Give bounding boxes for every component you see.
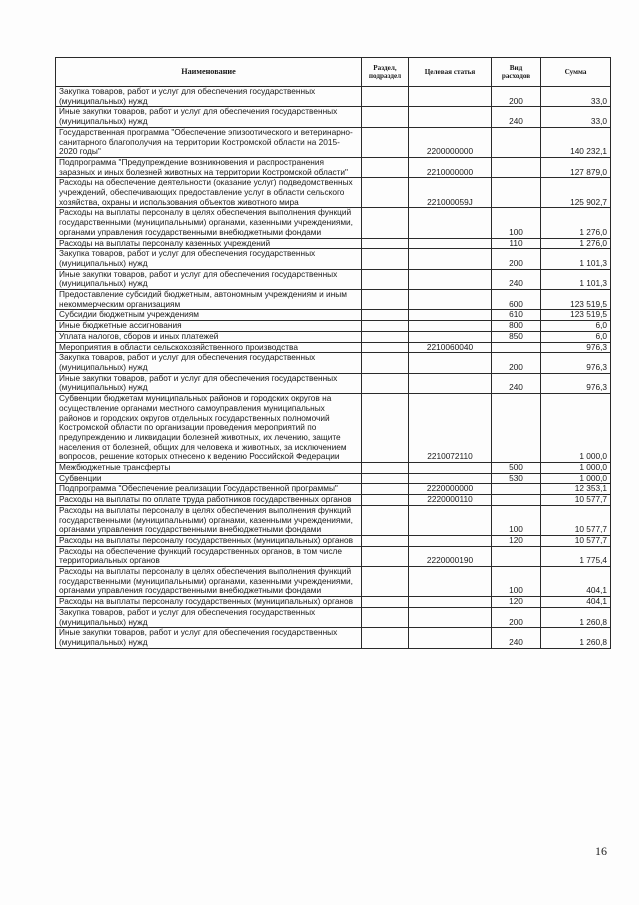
header-name: Наименование: [56, 58, 362, 87]
cell-section: [362, 567, 409, 597]
cell-sum: 6,0: [541, 321, 611, 332]
cell-sum: 976,3: [541, 353, 611, 373]
cell-name: Иные закупки товаров, работ и услуг для обеспечения государственных (муниципальных) нужд: [56, 373, 362, 393]
cell-name: Расходы на выплаты по оплате труда работников государственных органов: [56, 495, 362, 506]
cell-sum: 1 000,0: [541, 473, 611, 484]
cell-type: 500: [492, 463, 541, 474]
cell-section: [362, 238, 409, 249]
table-row: [56, 546, 611, 566]
cell-section: [362, 394, 409, 463]
cell-target: 2210072110: [409, 394, 492, 463]
cell-sum: 10 577,7: [541, 505, 611, 535]
cell-type: 100: [492, 567, 541, 597]
table-row: [56, 495, 611, 506]
cell-target: [409, 208, 492, 238]
cell-type: 800: [492, 321, 541, 332]
table-row: [56, 463, 611, 474]
cell-target: 2220000110: [409, 495, 492, 506]
cell-target: [409, 321, 492, 332]
cell-type: 240: [492, 373, 541, 393]
table-row: [56, 249, 611, 269]
cell-name: Закупка товаров, работ и услуг для обеспечения государственных (муниципальных) нужд: [56, 249, 362, 269]
cell-section: [362, 607, 409, 627]
cell-name: Закупка товаров, работ и услуг для обеспечения государственных (муниципальных) нужд: [56, 353, 362, 373]
cell-sum: 976,3: [541, 342, 611, 353]
table-row: [56, 353, 611, 373]
cell-target: [409, 290, 492, 310]
cell-section: [362, 495, 409, 506]
cell-sum: 404,1: [541, 567, 611, 597]
cell-sum: 404,1: [541, 597, 611, 608]
cell-sum: 1 775,4: [541, 546, 611, 566]
cell-sum: 976,3: [541, 373, 611, 393]
cell-section: [362, 249, 409, 269]
cell-section: [362, 107, 409, 127]
table-row: [56, 127, 611, 157]
cell-section: [362, 546, 409, 566]
cell-target: [409, 331, 492, 342]
cell-name: Расходы на выплаты персоналу казенных учреждений: [56, 238, 362, 249]
table-row: [56, 607, 611, 627]
cell-type: 110: [492, 238, 541, 249]
cell-name: Подпрограмма "Предупреждение возникновения и распространения заразных и иных болезней животных на территории Костромской области": [56, 157, 362, 177]
cell-type: 240: [492, 269, 541, 289]
cell-type: [492, 342, 541, 353]
cell-target: [409, 505, 492, 535]
cell-sum: 127 879,0: [541, 157, 611, 177]
cell-sum: 140 232,1: [541, 127, 611, 157]
cell-sum: 33,0: [541, 87, 611, 107]
cell-sum: 12 353,1: [541, 484, 611, 495]
cell-name: Иные закупки товаров, работ и услуг для обеспечения государственных (муниципальных) нужд: [56, 269, 362, 289]
cell-target: [409, 567, 492, 597]
cell-section: [362, 321, 409, 332]
table-row: [56, 473, 611, 484]
cell-section: [362, 463, 409, 474]
cell-name: Уплата налогов, сборов и иных платежей: [56, 331, 362, 342]
table-row: [56, 107, 611, 127]
table-row: [56, 535, 611, 546]
cell-sum: 1 101,3: [541, 269, 611, 289]
cell-sum: 123 519,5: [541, 310, 611, 321]
cell-target: [409, 269, 492, 289]
cell-type: 120: [492, 535, 541, 546]
cell-target: [409, 607, 492, 627]
table-row: [56, 157, 611, 177]
cell-type: [492, 127, 541, 157]
cell-sum: 33,0: [541, 107, 611, 127]
cell-target: [409, 87, 492, 107]
table-row: [56, 373, 611, 393]
cell-sum: 125 902,7: [541, 178, 611, 208]
cell-target: 2220000190: [409, 546, 492, 566]
table-row: [56, 178, 611, 208]
table-row: [56, 321, 611, 332]
table-row: [56, 87, 611, 107]
cell-type: 610: [492, 310, 541, 321]
cell-target: [409, 597, 492, 608]
header-target: Целевая статья: [409, 58, 492, 87]
table-row: [56, 342, 611, 353]
table-row: [56, 567, 611, 597]
cell-type: 530: [492, 473, 541, 484]
page-number: 16: [595, 844, 607, 858]
cell-type: 200: [492, 607, 541, 627]
cell-sum: 10 577,7: [541, 535, 611, 546]
cell-section: [362, 342, 409, 353]
header-type: Вид расходов: [492, 58, 541, 87]
table-row: [56, 597, 611, 608]
cell-type: [492, 546, 541, 566]
cell-sum: 6,0: [541, 331, 611, 342]
table-row: [56, 505, 611, 535]
cell-section: [362, 269, 409, 289]
cell-name: Расходы на выплаты персоналу в целях обеспечения выполнения функций государственными (муниципальными) органами, казенными учреждениями, органами управления государственными внебюджетными фондами: [56, 505, 362, 535]
cell-target: [409, 353, 492, 373]
cell-section: [362, 484, 409, 495]
cell-sum: 1 101,3: [541, 249, 611, 269]
cell-target: [409, 535, 492, 546]
cell-name: Иные закупки товаров, работ и услуг для обеспечения государственных (муниципальных) нужд: [56, 107, 362, 127]
cell-section: [362, 310, 409, 321]
cell-type: 240: [492, 107, 541, 127]
table-header-row: [56, 58, 611, 87]
cell-section: [362, 628, 409, 648]
cell-type: 200: [492, 249, 541, 269]
cell-section: [362, 208, 409, 238]
cell-sum: 1 000,0: [541, 394, 611, 463]
cell-name: Мероприятия в области сельскохозяйственного производства: [56, 342, 362, 353]
cell-name: Расходы на выплаты персоналу в целях обеспечения выполнения функций государственными (муниципальными) органами, казенными учреждениями, органами управления государственными внебюджетными фондами: [56, 208, 362, 238]
cell-section: [362, 597, 409, 608]
table-row: [56, 484, 611, 495]
table-row: [56, 290, 611, 310]
cell-target: [409, 310, 492, 321]
cell-type: 100: [492, 505, 541, 535]
cell-type: 600: [492, 290, 541, 310]
table-row: [56, 238, 611, 249]
cell-name: Расходы на обеспечение деятельности (оказание услуг) подведомственных учреждений, обеспечивающих предоставление услуг в области сельского хозяйства, охраны и использования объектов животного мира: [56, 178, 362, 208]
cell-name: Расходы на выплаты персоналу государственных (муниципальных) органов: [56, 597, 362, 608]
cell-section: [362, 535, 409, 546]
budget-table: [55, 57, 611, 649]
cell-name: Предоставление субсидий бюджетным, автономным учреждениям и иным некоммерческим организациям: [56, 290, 362, 310]
cell-name: Подпрограмма "Обеспечение реализации Государственной программы": [56, 484, 362, 495]
cell-target: 2200000000: [409, 127, 492, 157]
cell-target: [409, 238, 492, 249]
cell-name: Межбюджетные трансферты: [56, 463, 362, 474]
cell-sum: 10 577,7: [541, 495, 611, 506]
cell-section: [362, 290, 409, 310]
table-row: [56, 269, 611, 289]
cell-type: 120: [492, 597, 541, 608]
cell-sum: 123 519,5: [541, 290, 611, 310]
cell-name: Расходы на выплаты персоналу в целях обеспечения выполнения функций государственными (муниципальными) органами, казенными учреждениями, органами управления государственными внебюджетными фондами: [56, 567, 362, 597]
cell-sum: 1 000,0: [541, 463, 611, 474]
header-sum: Сумма: [541, 58, 611, 87]
cell-sum: 1 260,8: [541, 607, 611, 627]
cell-type: [492, 394, 541, 463]
cell-type: 240: [492, 628, 541, 648]
cell-sum: 1 276,0: [541, 208, 611, 238]
cell-sum: 1 276,0: [541, 238, 611, 249]
cell-target: [409, 463, 492, 474]
table-row: [56, 628, 611, 648]
header-section: Раздел, подраздел: [362, 58, 409, 87]
cell-type: 200: [492, 87, 541, 107]
cell-name: Расходы на выплаты персоналу государственных (муниципальных) органов: [56, 535, 362, 546]
cell-target: 2210060040: [409, 342, 492, 353]
table-row: [56, 310, 611, 321]
cell-target: 2210000000: [409, 157, 492, 177]
cell-name: Иные бюджетные ассигнования: [56, 321, 362, 332]
table-row: [56, 331, 611, 342]
cell-target: [409, 473, 492, 484]
cell-sum: 1 260,8: [541, 628, 611, 648]
cell-name: Закупка товаров, работ и услуг для обеспечения государственных (муниципальных) нужд: [56, 607, 362, 627]
cell-section: [362, 87, 409, 107]
cell-name: Субвенции: [56, 473, 362, 484]
cell-section: [362, 157, 409, 177]
cell-target: [409, 249, 492, 269]
cell-section: [362, 178, 409, 208]
cell-section: [362, 331, 409, 342]
table-row: [56, 394, 611, 463]
cell-type: 100: [492, 208, 541, 238]
cell-target: 2220000000: [409, 484, 492, 495]
cell-name: Расходы на обеспечение функций государственных органов, в том числе территориальных органов: [56, 546, 362, 566]
cell-section: [362, 505, 409, 535]
table-row: [56, 208, 611, 238]
cell-type: [492, 178, 541, 208]
cell-type: 200: [492, 353, 541, 373]
cell-name: Государственная программа "Обеспечение эпизоотического и ветеринарно-санитарного благополучия на территории Костромской области на 2015-2020 годы": [56, 127, 362, 157]
cell-type: [492, 157, 541, 177]
cell-type: [492, 484, 541, 495]
cell-type: 850: [492, 331, 541, 342]
cell-section: [362, 373, 409, 393]
cell-section: [362, 473, 409, 484]
cell-type: [492, 495, 541, 506]
cell-name: Субсидии бюджетным учреждениям: [56, 310, 362, 321]
cell-name: Субвенции бюджетам муниципальных районов и городских округов на осуществление органами местного самоуправления муниципальных районов и городских округов отдельных государственных полномочий Костромской области по организации проведения мероприятий по предупреждению и ликвидации болезней животных, их лечению, защите населения от болезней, общих для человека и животных, за исключением вопросов, решение которых отнесено к ведению Российской Федерации: [56, 394, 362, 463]
cell-target: 221000059J: [409, 178, 492, 208]
cell-target: [409, 107, 492, 127]
cell-section: [362, 353, 409, 373]
cell-target: [409, 628, 492, 648]
cell-name: Закупка товаров, работ и услуг для обеспечения государственных (муниципальных) нужд: [56, 87, 362, 107]
cell-target: [409, 373, 492, 393]
cell-section: [362, 127, 409, 157]
cell-name: Иные закупки товаров, работ и услуг для обеспечения государственных (муниципальных) нужд: [56, 628, 362, 648]
